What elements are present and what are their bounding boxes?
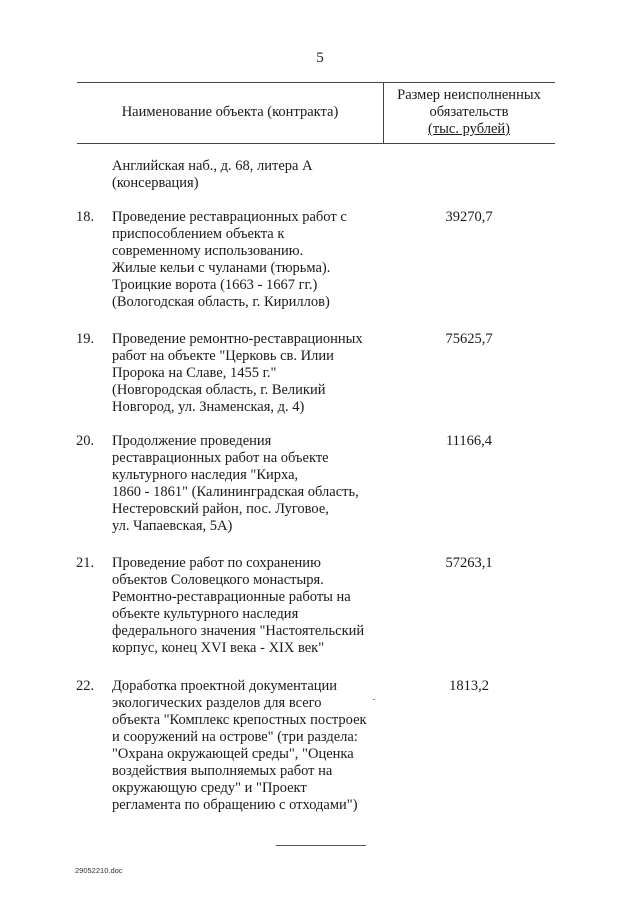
row-amount: 1813,2	[449, 678, 489, 694]
row-amount: 11166,4	[445, 433, 493, 449]
row-number: 21.	[76, 555, 95, 571]
row-number: 20.	[76, 433, 95, 449]
table-header-rule	[77, 143, 555, 144]
row-object-name: Продолжение проведения реставрационных работ на объекте культурного наследия "Кирха, 1860 - 1861" (Калининградская область, Нестеровский район, пос. Луговое, ул. Чапаевская, 5А)	[112, 433, 359, 534]
row-object-name: Доработка проектной документации экологических разделов для всего объекта "Комплекс крепостных построек и сооружений на острове" (три раздела: "Охрана окружающей среды", "Оценка воздействия выполняемых работ на окружающую среду" и "Проект регламента по обращению с отходами")	[112, 678, 367, 813]
amount-header-line-1: Размер неисполненных	[397, 87, 541, 103]
row-number: 22.	[76, 678, 95, 694]
row-object-name: Проведение ремонтно-реставрационных работ на объекте "Церковь св. Илии Пророка на Славе, 1455 г." (Новгородская область, г. Великий Новгород, ул. Знаменская, д. 4)	[112, 331, 363, 415]
continuation-text: Английская наб., д. 68, литера А (консервация)	[112, 158, 313, 191]
end-of-table-rule	[276, 845, 366, 846]
row-amount: 57263,1	[445, 555, 493, 571]
amount-header-line-3: (тыс. рублей)	[428, 121, 510, 137]
table-top-rule	[77, 82, 555, 83]
scan-speck	[373, 699, 375, 700]
row-amount: 39270,7	[445, 209, 493, 225]
page-number: 5	[316, 50, 324, 66]
table-header-name: Наименование объекта (контракта)	[121, 104, 339, 120]
row-object-name: Проведение работ по сохранению объектов Соловецкого монастыря. Ремонтно-реставрационные работы на объекте культурного наследия федерального значения "Настоятельский корпус, конец XVI века - XIX век"	[112, 555, 365, 656]
row-number: 18.	[76, 209, 95, 225]
row-number: 19.	[76, 331, 95, 347]
table-header-amount	[384, 87, 554, 138]
amount-header-line-2: обязательств	[429, 104, 509, 120]
row-object-name: Проведение реставрационных работ с приспособлением объекта к современному использованию. Жилые кельи с чуланами (тюрьма). Троицкие ворота (1663 - 1667 гг.) (Вологодская область, г. Кириллов)	[112, 209, 347, 310]
row-amount: 75625,7	[445, 331, 493, 347]
footer-file-name: 29052210.doc	[75, 866, 123, 875]
